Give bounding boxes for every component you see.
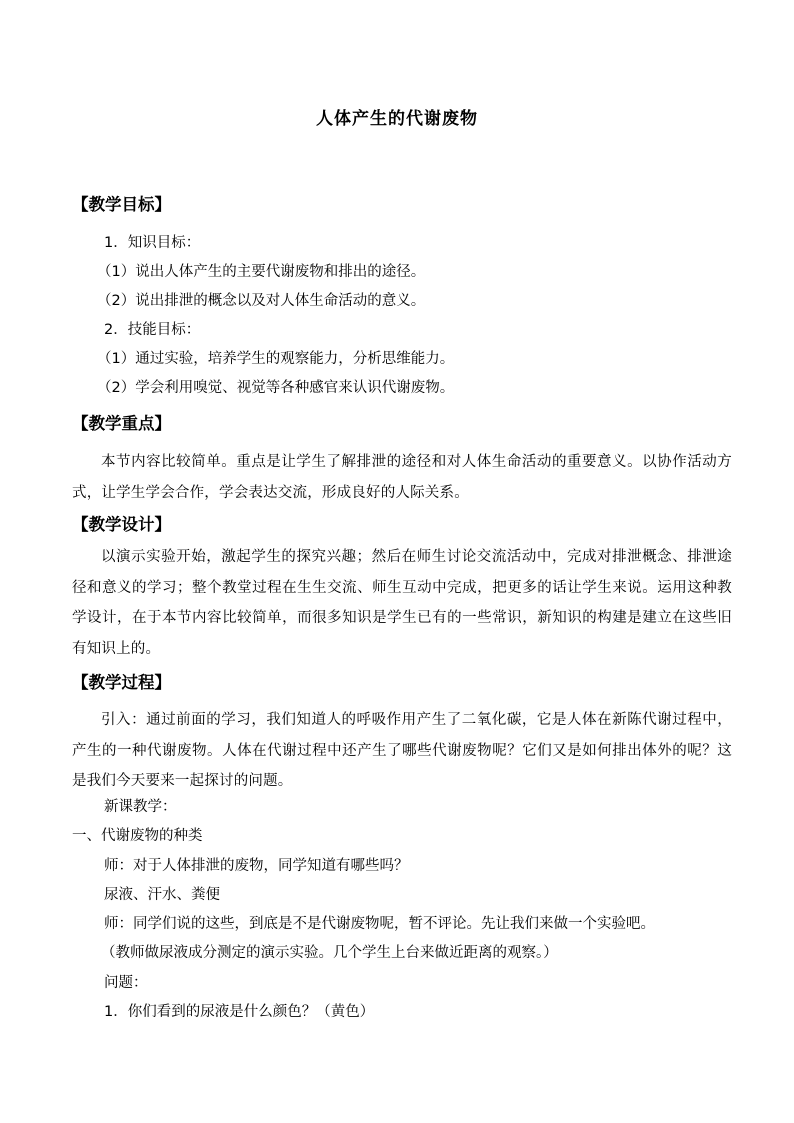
focus-paragraph: 本节内容比较简单。重点是让学生了解排泄的途径和对人体生命活动的重要意义。以协作活动方式，让学生学会合作，学会表达交流，形成良好的人际关系。 (72, 454, 732, 501)
knowledge-goal-item: （1）说出人体产生的主要代谢废物和排出的途径。 (97, 264, 426, 280)
demo-note: （教师做尿液成分测定的演示实验。几个学生上台来做近距离的观察。） (101, 945, 558, 961)
part-one-heading: 一、代谢废物的种类 (72, 828, 203, 844)
skill-goal-item: （1）通过实验，培养学生的观察能力，分析思维能力。 (97, 351, 455, 367)
question-item: 1．你们看到的尿液是什么颜色？（黄色） (104, 1004, 375, 1020)
intro-paragraph: 引入：通过前面的学习，我们知道人的呼吸作用产生了二氧化碳，它是人体在新陈代谢过程中，产生的一种代谢废物。人体在代谢过程中还产生了哪些代谢废物呢？它们又是如何排出体外的呢？这是我们今天要来一起探讨的问题。 (72, 712, 732, 789)
new-lesson-label: 新课教学： (104, 799, 177, 815)
knowledge-goal-item: （2）说出排泄的概念以及对人体生命活动的意义。 (97, 293, 426, 309)
design-paragraph: 以演示实验开始，激起学生的探究兴趣；然后在师生讨论交流活动中，完成对排泄概念、排泄途径和意义的学习；整个教堂过程在生生交流、师生互动中完成，把更多的话让学生来说。运用这种教学设计，在于本节内容比较简单，而很多知识是学生已有的一些常识，新知识的构建是建立在这些旧有知识上的。 (72, 549, 732, 657)
section-heading-goals: 【教学目标】 (72, 195, 171, 214)
teacher-question: 师：对于人体排泄的废物，同学知道有哪些吗？ (104, 858, 409, 874)
section-heading-process: 【教学过程】 (72, 673, 171, 692)
teacher-question: 师：同学们说的这些，到底是不是代谢废物呢，暂不评论。先让我们来做一个实验吧。 (104, 916, 655, 932)
questions-label: 问题： (104, 975, 148, 991)
section-heading-design: 【教学设计】 (72, 515, 171, 534)
section-heading-focus: 【教学重点】 (72, 414, 171, 433)
document-title: 人体产生的代谢废物 (316, 109, 478, 129)
skill-goal-label: 2．技能目标： (104, 322, 201, 338)
knowledge-goal-label: 1．知识目标： (104, 235, 201, 251)
student-answer: 尿液、汗水、粪便 (104, 887, 220, 903)
skill-goal-item: （2）学会利用嗅觉、视觉等各种感官来认识代谢废物。 (97, 380, 455, 396)
